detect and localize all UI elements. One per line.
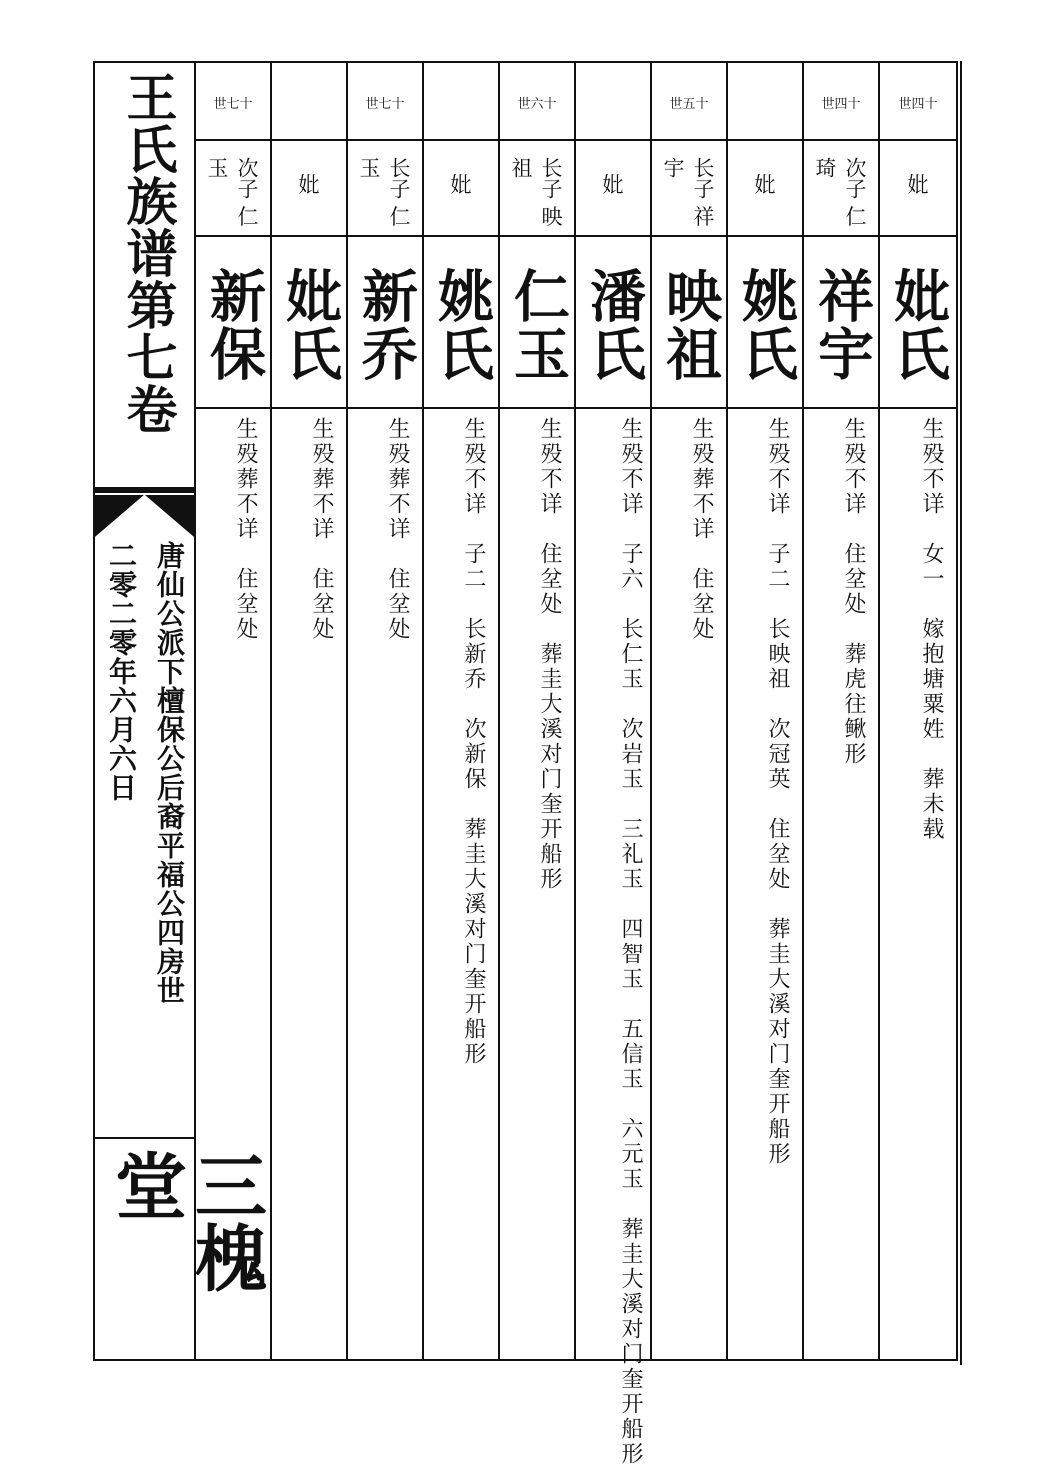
relation-cell	[880, 141, 956, 237]
relation-text: 长子 映祖	[509, 157, 563, 227]
name-cell	[500, 237, 574, 409]
detail-cell	[880, 409, 956, 1359]
generation-label	[424, 63, 498, 141]
genealogy-page	[93, 61, 958, 1467]
entry-column-ying-zu	[652, 63, 728, 1359]
detail-cell	[424, 409, 498, 1359]
detail-cell	[728, 409, 802, 1359]
detail-text: 生殁不详 子二 长新乔 次新保 葬圭大溪对门奎开船形	[461, 417, 486, 1067]
generation-label	[728, 63, 802, 141]
generation-label: 世七十	[348, 63, 422, 141]
lineage-subtitle: 唐仙公派下檀保公后裔平福公四房世	[153, 541, 186, 1005]
name-cell	[880, 237, 956, 409]
relation-cell	[500, 141, 574, 237]
person-name: 妣氏	[277, 267, 343, 383]
entry-column-wife-2	[728, 63, 804, 1359]
relation-text: 妣	[907, 173, 929, 197]
entry-columns	[196, 63, 956, 1467]
hall-name: 三槐堂	[103, 1149, 268, 1293]
detail-cell	[576, 409, 650, 1467]
detail-text: 生殁不详 子二 长映祖 次冠英 住坌处 葬圭大溪对门奎开船形	[765, 417, 790, 1167]
generation-label: 世四十	[880, 63, 956, 141]
person-name: 妣氏	[885, 267, 951, 383]
detail-text: 生殁葬不详 住坌处	[385, 417, 410, 642]
detail-cell	[804, 409, 878, 1359]
person-name: 祥宇	[809, 267, 875, 383]
volume-title: 王氏族谱第七卷	[117, 71, 177, 435]
detail-cell	[348, 409, 422, 1359]
relation-cell	[348, 141, 422, 237]
relation-text: 长子 祥宇	[661, 157, 715, 227]
detail-text: 生殁不详 子六 长仁玉 次岩玉 三礼玉 四智玉 五信玉 六元玉 葬圭大溪对门奎开船形	[618, 417, 643, 1467]
name-cell	[196, 237, 270, 409]
relation-cell	[424, 141, 498, 237]
entry-column-wife-8	[272, 63, 348, 1359]
detail-cell	[652, 409, 726, 1359]
relation-text: 长子 仁玉	[357, 157, 411, 227]
relation-cell	[196, 141, 270, 237]
detail-text: 生殁葬不详 住坌处	[233, 417, 258, 642]
name-cell	[728, 237, 802, 409]
relation-cell	[804, 141, 878, 237]
name-cell	[652, 237, 726, 409]
hall-box	[95, 1137, 268, 1359]
entry-column-wife-0	[880, 63, 956, 1359]
detail-cell	[500, 409, 574, 1359]
relation-text: 妣	[602, 173, 624, 197]
title-box	[95, 63, 194, 489]
detail-text: 生殁不详 住坌处 葬圭大溪对门奎开船形	[537, 417, 562, 892]
detail-text: 生殁葬不详 住坌处	[309, 417, 334, 642]
name-cell	[348, 237, 422, 409]
relation-text: 妣	[450, 173, 472, 197]
generation-label	[576, 63, 650, 141]
relation-cell	[652, 141, 726, 237]
relation-text: 妣	[754, 173, 776, 197]
person-name: 潘氏	[581, 267, 647, 383]
detail-cell	[272, 409, 346, 1359]
entry-column-wife-4	[576, 63, 652, 1467]
generation-label: 世四十	[804, 63, 878, 141]
person-name: 姚氏	[429, 267, 495, 383]
entry-column-xiang-yu	[804, 63, 880, 1359]
name-cell	[576, 237, 650, 409]
relation-text: 次子 仁琦	[813, 157, 867, 227]
person-name: 仁玉	[505, 267, 571, 383]
name-cell	[424, 237, 498, 409]
fish-tail-icon	[95, 487, 194, 547]
relation-text: 次子 仁玉	[205, 157, 259, 227]
relation-text: 妣	[298, 173, 320, 197]
entry-column-ren-yu	[500, 63, 576, 1359]
compile-date: 二零二零年六月六日	[105, 541, 138, 802]
relation-cell	[728, 141, 802, 237]
entry-column-wife-6	[424, 63, 500, 1359]
generation-label: 世五十	[652, 63, 726, 141]
detail-text: 生殁葬不详 住坌处	[689, 417, 714, 642]
name-cell	[272, 237, 346, 409]
person-name: 新乔	[353, 267, 419, 383]
entry-column-new-qiao	[348, 63, 424, 1359]
generation-label: 世七十	[196, 63, 270, 141]
detail-text: 生殁不详 女一 嫁抱塘粟姓 葬未载	[919, 417, 944, 842]
detail-text: 生殁不详 住坌处 葬虎往鳅形	[841, 417, 866, 767]
relation-cell	[272, 141, 346, 237]
generation-label	[272, 63, 346, 141]
person-name: 映祖	[657, 267, 723, 383]
person-name: 姚氏	[733, 267, 799, 383]
person-name: 新保	[201, 267, 267, 383]
name-cell	[804, 237, 878, 409]
generation-label: 世六十	[500, 63, 574, 141]
relation-cell	[576, 141, 650, 237]
